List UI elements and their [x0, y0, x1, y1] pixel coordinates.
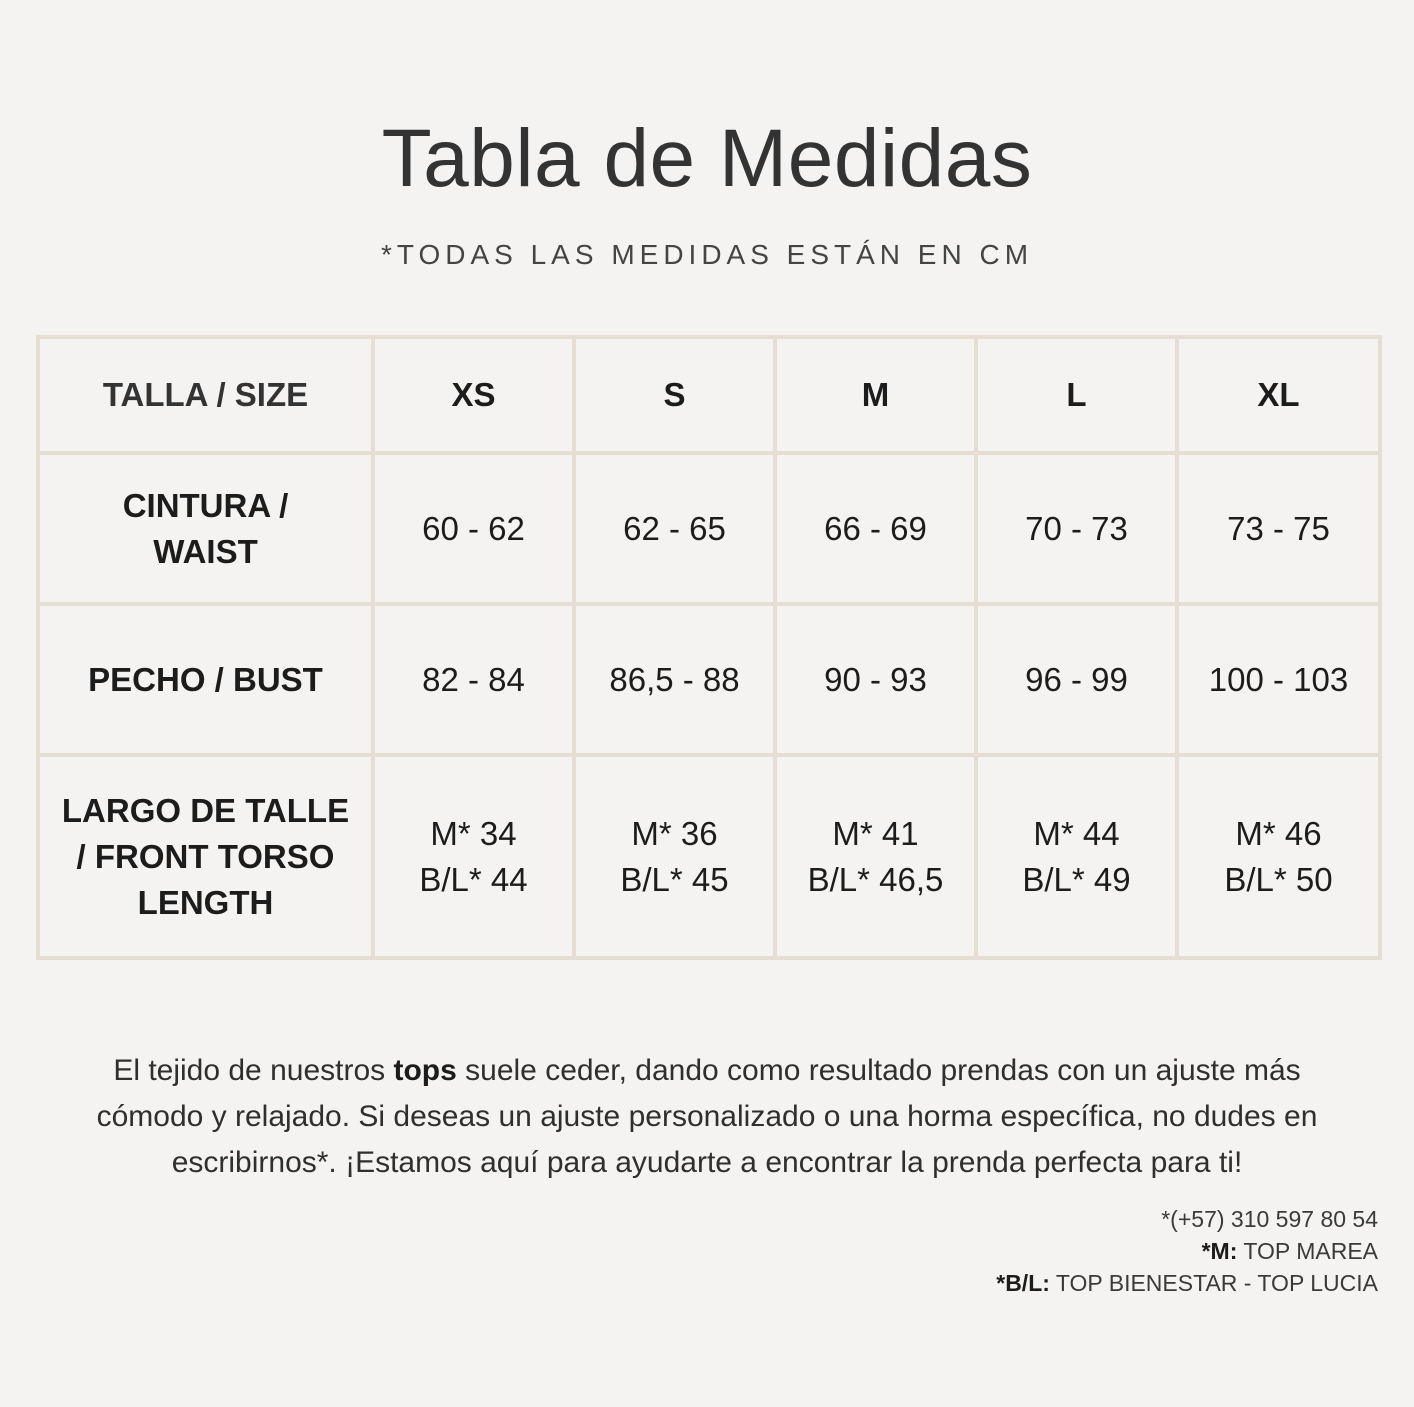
contact-phone: *(+57) 310 597 80 54	[1161, 1206, 1378, 1232]
row-label-bust	[38, 604, 373, 755]
cell-value: 62 - 65	[623, 509, 726, 547]
cell-value: B/L* 45	[620, 860, 729, 898]
cell-value: 60 - 62	[422, 509, 525, 547]
cell-value: M* 36	[631, 814, 718, 852]
cell-value: M* 44	[1033, 814, 1120, 852]
fit-note	[56, 1048, 1358, 1186]
table-row-waist	[38, 453, 1380, 604]
table-cell	[1177, 453, 1380, 604]
header-label-cell: TALLA / SIZE	[38, 337, 373, 453]
legend-key: *M:	[1201, 1238, 1238, 1264]
legend-key: *B/L:	[996, 1270, 1050, 1296]
note-text: suele ceder, dando como resultado prendas con un ajuste más cómodo y relajado. Si deseas un ajuste personalizado o una horma específica, no dudes en escribirnos*. ¡Estamos aquí para ayudarte a encontrar la prenda perfecta para ti!	[96, 1054, 1318, 1179]
table-cell	[1177, 604, 1380, 755]
cell-value: 70 - 73	[1025, 509, 1128, 547]
size-header-m: M	[775, 337, 976, 453]
size-chart-table	[36, 335, 1382, 960]
table-cell	[1177, 755, 1380, 958]
note-text: El tejido de nuestros	[113, 1054, 394, 1087]
cell-value: 96 - 99	[1025, 660, 1128, 698]
table-cell	[775, 604, 976, 755]
cell-value: M* 34	[430, 814, 517, 852]
legend-value: TOP MAREA	[1237, 1238, 1378, 1264]
table-row-bust	[38, 604, 1380, 755]
table-cell	[373, 755, 574, 958]
row-label-torso-length	[38, 755, 373, 958]
table-cell	[373, 604, 574, 755]
table-row-torso-length	[38, 755, 1380, 958]
legend-value: TOP BIENESTAR - TOP LUCIA	[1049, 1270, 1378, 1296]
footer-notes	[996, 1203, 1378, 1299]
table-cell	[373, 453, 574, 604]
size-header-s: S	[574, 337, 775, 453]
cell-value: M* 41	[832, 814, 919, 852]
cell-value: M* 46	[1235, 814, 1322, 852]
row-label-line: WAIST	[153, 532, 258, 570]
table-cell	[574, 453, 775, 604]
table-cell	[574, 604, 775, 755]
cell-value: B/L* 46,5	[807, 860, 944, 898]
cell-value: B/L* 49	[1022, 860, 1131, 898]
size-header-l: L	[976, 337, 1177, 453]
legend-bl	[996, 1267, 1378, 1299]
legend-m	[996, 1235, 1378, 1267]
table-cell	[976, 755, 1177, 958]
table-cell	[976, 453, 1177, 604]
size-header-xl: XL	[1177, 337, 1380, 453]
cell-value: 66 - 69	[824, 509, 927, 547]
cell-value: 100 - 103	[1208, 660, 1349, 698]
cell-value: 86,5 - 88	[609, 660, 740, 698]
table-header-row	[38, 337, 1380, 453]
row-label-line: / FRONT TORSO	[76, 837, 335, 875]
table-cell	[775, 755, 976, 958]
row-label-waist	[38, 453, 373, 604]
row-label-line: LARGO DE TALLE	[61, 791, 350, 829]
cell-value: 73 - 75	[1227, 509, 1330, 547]
cell-value: B/L* 50	[1224, 860, 1333, 898]
table-cell	[574, 755, 775, 958]
size-header-xs: XS	[373, 337, 574, 453]
row-label-line: LENGTH	[137, 883, 274, 921]
cell-value: 90 - 93	[824, 660, 927, 698]
row-label-line: CINTURA /	[122, 486, 289, 524]
cell-value: B/L* 44	[419, 860, 528, 898]
page-title: Tabla de Medidas	[381, 113, 1033, 204]
note-bold-tops: tops	[393, 1054, 457, 1087]
cell-value: 82 - 84	[422, 660, 525, 698]
page-subtitle: *TODAS LAS MEDIDAS ESTÁN EN CM	[380, 239, 1034, 270]
table-cell	[775, 453, 976, 604]
row-label-line: PECHO / BUST	[88, 660, 323, 698]
table-cell	[976, 604, 1177, 755]
